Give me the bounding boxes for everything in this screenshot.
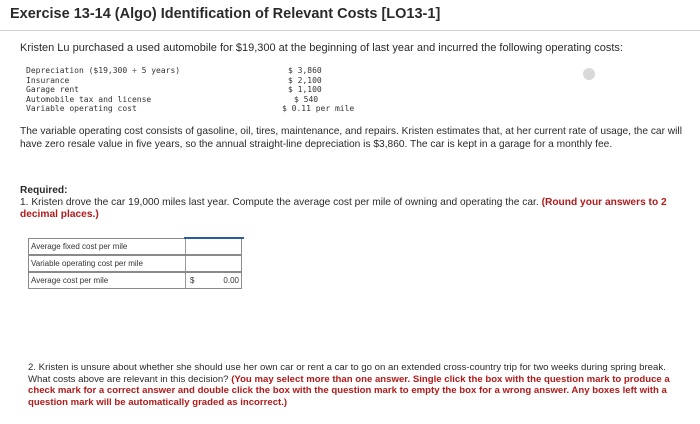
variable-operating-cost-input[interactable]	[185, 256, 243, 271]
cost-value: $ 2,100	[288, 75, 322, 85]
cost-value: $ 1,100	[288, 85, 322, 95]
required-heading: Required:	[20, 185, 68, 196]
required-section	[20, 185, 685, 221]
question-1-note: (Round your answers to 2 decimal places.)	[20, 197, 667, 220]
row-average-fixed-cost	[28, 238, 242, 255]
decorative-dot	[583, 68, 595, 80]
question-2	[28, 362, 678, 408]
question-1-text: 1. Kristen drove the car 19,000 miles last year. Compute the average cost per mile of owning and operating the car.	[20, 197, 539, 208]
row-average-cost	[28, 272, 242, 289]
intro-text: Kristen Lu purchased a used automobile for $19,300 at the beginning of last year and incurred the following operating costs:	[20, 42, 623, 54]
cost-value: $ 540	[294, 94, 319, 104]
question-2-text: 2. Kristen is unsure about whether she should use her own car or rent a car to go on an extended cross-country trip for two weeks during spring break. What costs above are relevant in this decision?	[28, 362, 666, 385]
row-label: Average cost per mile	[31, 276, 109, 285]
question-1	[20, 197, 685, 221]
dollar-sign: $	[190, 276, 195, 285]
answer-table	[28, 238, 242, 292]
row-label: Average fixed cost per mile	[31, 242, 128, 251]
cost-value: $ 3,860	[288, 66, 322, 75]
cost-value: $ 0.11 per mile	[282, 104, 355, 114]
cost-label: Insurance	[26, 75, 70, 85]
average-fixed-cost-input[interactable]	[185, 239, 243, 254]
exercise-title: Exercise 13-14 (Algo) Identification of Relevant Costs [LO13-1]	[10, 6, 441, 22]
cell-value: 0.00	[223, 276, 239, 285]
explanation-paragraph: The variable operating cost consists of gasoline, oil, tires, maintenance, and repairs. Kristen estimates that, at her current rate of usage, the car will have zero resale value in five years, so the annual straight-line depreciation is $3,860. The car is kept in a garage for a monthly fee.	[20, 126, 682, 150]
row-variable-operating-cost	[28, 255, 242, 272]
cost-label: Garage rent	[26, 85, 79, 95]
average-cost-per-mile-cell	[185, 273, 243, 288]
row-label: Variable operating cost per mile	[31, 259, 143, 268]
question-2-note: (You may select more than one answer. Single click the box with the question mark to produce a check mark for a correct answer and double click the box with the question mark to empty the box for a wrong answer. Any boxes left with a question mark will be automatically graded as incorrect.)	[28, 373, 670, 408]
cost-label: Variable operating cost	[26, 104, 137, 114]
cost-label: Automobile tax and license	[26, 94, 152, 104]
title-divider	[0, 30, 700, 31]
cost-label: Depreciation ($19,300 ÷ 5 years)	[26, 66, 181, 75]
